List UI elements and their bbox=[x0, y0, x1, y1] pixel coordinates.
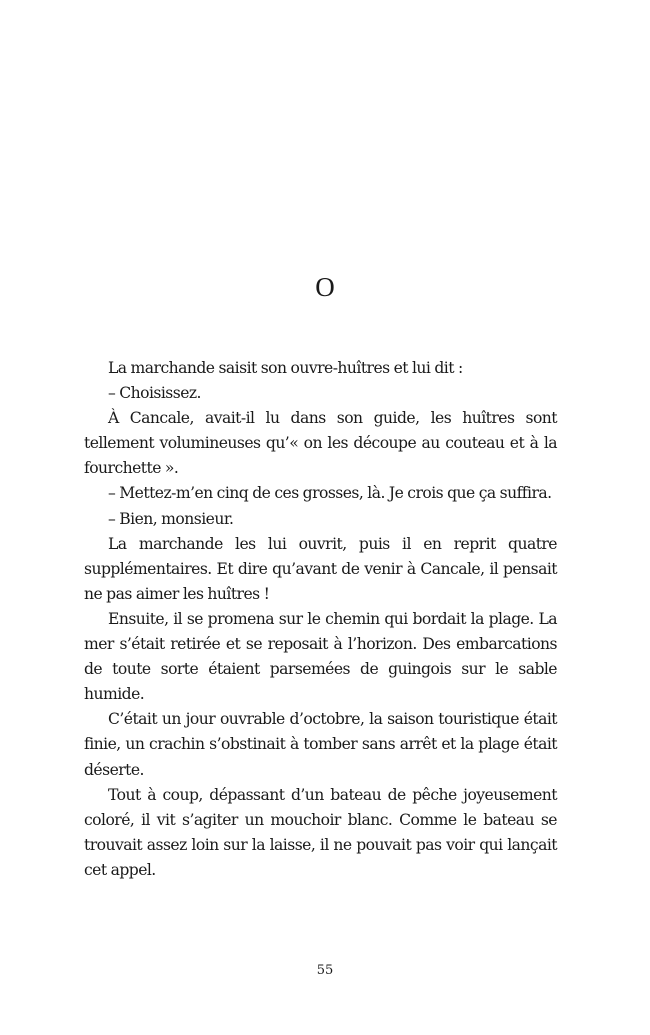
body-text bbox=[84, 356, 557, 883]
paragraph: À Cancale, avait-il lu dans son guide, les huîtres sont tellement volumineuses qu’« on les découpe au couteau et à la fourchette ». bbox=[84, 409, 557, 478]
paragraph: La marchande les lui ouvrit, puis il en reprit quatre supplémentaires. Et dire qu’avant de venir à Cancale, il pensait ne pas aimer les huîtres ! bbox=[84, 534, 557, 603]
chapter-heading: O bbox=[315, 272, 335, 302]
paragraph: Ensuite, il se promena sur le chemin qui bordait la plage. La mer s’était retirée et se reposait à l’horizon. Des embarcations de toute sorte étaient parsemées de guingois sur le sable humide. bbox=[84, 609, 557, 704]
paragraph: Tout à coup, dépassant d’un bateau de pêche joyeusement coloré, il vit s’agiter un mouchoir blanc. Comme le bateau se trouvait assez loin sur la laisse, il ne pouvait pas voir qui lançait cet appel. bbox=[84, 785, 557, 879]
dialogue-line: – Choisissez. bbox=[108, 384, 201, 403]
paragraph: La marchande saisit son ouvre-huîtres et lui dit : bbox=[108, 359, 463, 377]
dialogue-line: – Bien, monsieur. bbox=[108, 509, 234, 528]
page-number: 55 bbox=[316, 963, 334, 978]
paragraph: C’était un jour ouvrable d’octobre, la saison touristique était finie, un crachin s’obstinait à tomber sans arrêt et la plage était déserte. bbox=[84, 710, 557, 779]
dialogue-line: – Mettez-m’en cinq de ces grosses, là. Je crois que ça suffira. bbox=[108, 484, 552, 503]
